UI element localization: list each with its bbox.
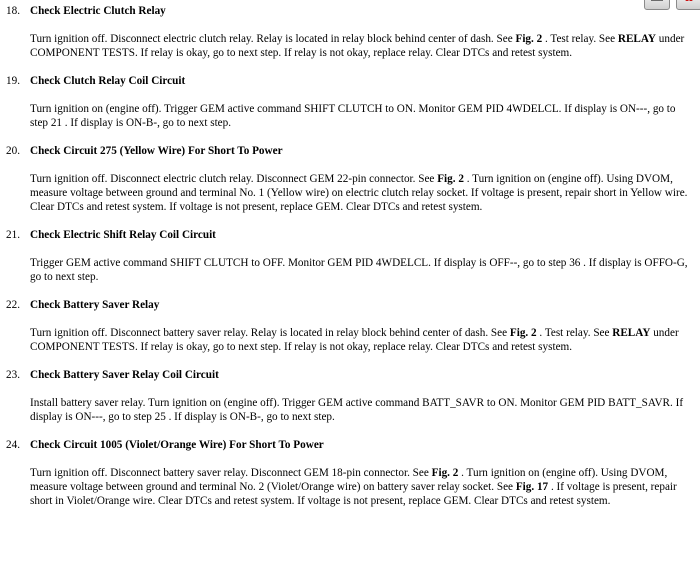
step-title: Check Electric Clutch Relay [30,5,166,17]
procedure-step [6,74,696,130]
step-title: Check Circuit 1005 (Violet/Orange Wire) For Short To Power [30,439,324,451]
step-instructions [30,326,696,354]
step-number: 19. [6,75,20,87]
text-run: . Turn ignition on (engine off). Using DVOM, measure voltage between ground and terminal No. 2 (Violet/Orange wire) on battery saver relay socket. See [30,467,668,493]
text-run: Turn ignition off. Disconnect electric clutch relay. Relay is located in relay block behind center of dash. See [30,33,516,45]
text-run: Trigger GEM active command SHIFT CLUTCH to OFF. Monitor GEM PID 4WDELCL. If display is OFF--, go to step 36 . If display is OFFO-G, go to next step. [30,257,688,283]
text-run: Turn ignition off. Disconnect electric clutch relay. Disconnect GEM 22-pin connector. See [30,173,438,185]
step-heading [6,4,696,18]
procedure-step [6,298,696,354]
step-number: 18. [6,5,20,17]
step-title: Check Clutch Relay Coil Circuit [30,75,186,87]
step-instructions [30,396,696,424]
text-run: under COMPONENT TESTS. If relay is okay, go to next step. If relay is not okay, replace relay. Clear DTCs and retest system. [30,33,685,59]
step-number: 20. [6,145,20,157]
procedure-step [6,4,696,60]
test-reference: RELAY [617,33,656,45]
figure-reference: Fig. 2 [437,173,464,185]
text-run: Turn ignition off. Disconnect battery saver relay. Disconnect GEM 18-pin connector. See [30,467,432,479]
text-run: . If voltage is present, repair short in Violet/Orange wire. Clear DTCs and retest system. If voltage is not present, replace GEM. Clear DTCs and retest system. [30,481,677,507]
procedure-steps [6,4,696,522]
step-title: Check Circuit 275 (Yellow Wire) For Short To Power [30,145,283,157]
close-icon [681,0,697,1]
step-number: 23. [6,369,20,381]
step-heading [6,74,696,88]
step-instructions [30,172,696,214]
text-run: Turn ignition off. Disconnect battery saver relay. Relay is located in relay block behind center of dash. See [30,327,510,339]
step-instructions [30,256,696,284]
text-run: . Turn ignition on (engine off). Using DVOM, measure voltage between ground and terminal No. 1 (Yellow wire) on electric clutch relay socket. If voltage is present, repair short in Yellow wire. Clear DTCs and retest system. If voltage is not present, replace GEM. Clear DTCs and retest system. [30,173,688,213]
step-title: Check Electric Shift Relay Coil Circuit [30,229,216,241]
text-run: Turn ignition on (engine off). Trigger GEM active command SHIFT CLUTCH to ON. Monitor GEM PID 4WDELCL. If display is ON---, go to step 21 . If display is ON-B-, go to next step. [30,103,676,129]
step-heading [6,144,696,158]
figure-reference: Fig. 17 [515,481,549,493]
procedure-step [6,144,696,214]
step-instructions [30,466,696,508]
text-run: Install battery saver relay. Turn ignition on (engine off). Trigger GEM active command BATT_SAVR to ON. Monitor GEM PID BATT_SAVR. If display is ON---, go to step 25 . If display is ON-B-, go to next step. [30,397,684,423]
step-instructions [30,32,696,60]
text-run: under COMPONENT TESTS. If relay is okay, go to next step. If relay is not okay, replace relay. Clear DTCs and retest system. [30,327,679,353]
step-heading [6,228,696,242]
text-run: . Test relay. See [542,33,618,45]
step-heading [6,368,696,382]
procedure-step [6,438,696,508]
step-number: 21. [6,229,20,241]
printer-icon [649,0,665,1]
procedure-step [6,368,696,424]
step-number: 22. [6,299,20,311]
test-reference: RELAY [612,327,651,339]
figure-reference: Fig. 2 [509,327,537,339]
step-number: 24. [6,439,20,451]
figure-reference: Fig. 2 [431,467,459,479]
text-run: . Test relay. See [536,327,613,339]
procedure-step [6,228,696,284]
figure-reference: Fig. 2 [515,33,543,45]
step-title: Check Battery Saver Relay Coil Circuit [30,369,219,381]
step-instructions [30,102,696,130]
step-title: Check Battery Saver Relay [30,299,160,311]
step-heading [6,438,696,452]
step-heading [6,298,696,312]
